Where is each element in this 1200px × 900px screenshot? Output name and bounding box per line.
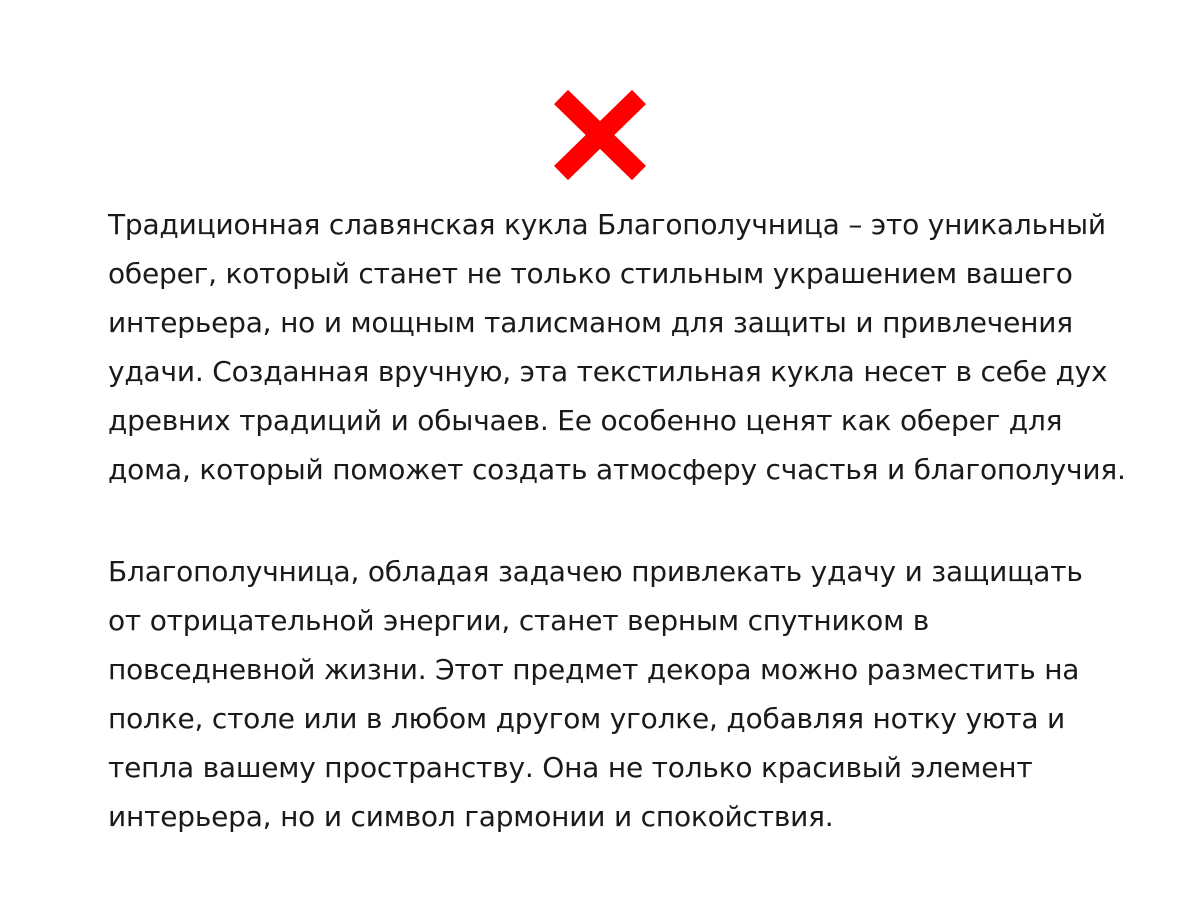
text-line: тепла вашему пространству. Она не только красивый элемент: [108, 751, 1033, 784]
text-line: дома, который поможет создать атмосферу счастья и благополучия.: [108, 453, 1126, 486]
text-line: от отрицательной энергии, станет верным спутником в: [108, 604, 930, 637]
close-button[interactable]: [551, 89, 649, 181]
text-line: Благополучница, обладая задачею привлекать удачу и защищать: [108, 555, 1083, 588]
text-line: повседневной жизни. Этот предмет декора можно разместить на: [108, 653, 1080, 686]
text-line: интерьера, но и мощным талисманом для защиты и привлечения: [108, 306, 1073, 339]
paragraph-2: [108, 547, 1168, 841]
description-text: [108, 200, 1168, 841]
text-line: удачи. Созданная вручную, эта текстильная кукла несет в себе дух: [108, 355, 1108, 388]
text-line: оберег, который станет не только стильным украшением вашего: [108, 257, 1073, 290]
close-icon[interactable]: [551, 89, 649, 181]
text-line: полке, столе или в любом другом уголке, добавляя нотку уюта и: [108, 702, 1065, 735]
text-line: интерьера, но и символ гармонии и спокойствия.: [108, 800, 834, 833]
text-line: древних традиций и обычаев. Ее особенно ценят как оберег для: [108, 404, 1063, 437]
paragraph-1: [108, 200, 1168, 494]
text-line: Традиционная славянская кукла Благополучница – это уникальный: [108, 208, 1106, 241]
